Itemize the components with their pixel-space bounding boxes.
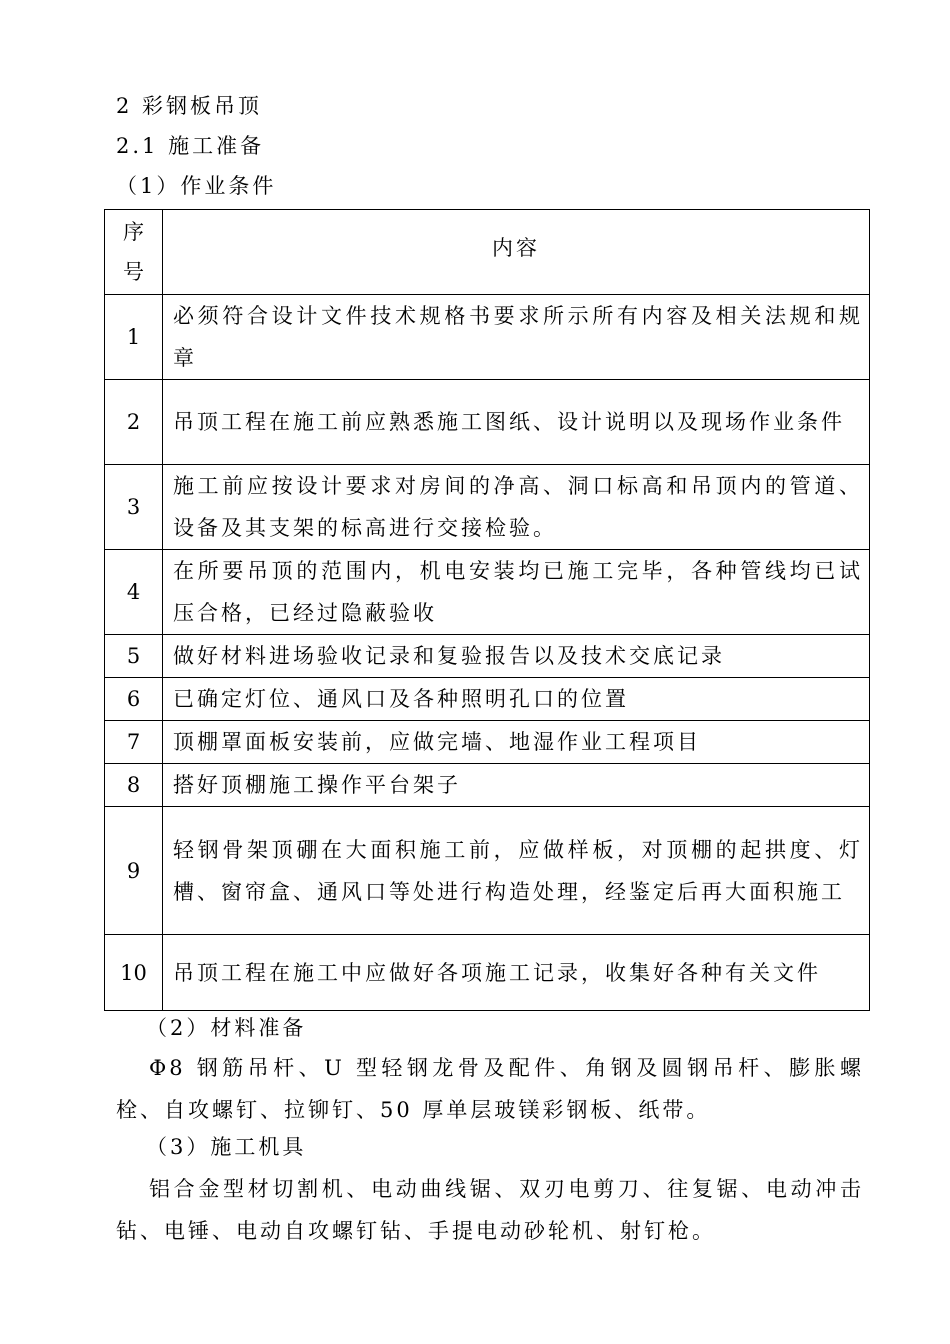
row-number: 1	[105, 295, 163, 380]
subsection-heading: 2.1 施工准备	[116, 134, 265, 158]
row-content: 顶棚罩面板安装前，应做完墙、地湿作业工程项目	[163, 721, 870, 764]
row-content: 吊顶工程在施工中应做好各项施工记录，收集好各种有关文件	[163, 935, 870, 1011]
equipment-title: （3）施工机具	[146, 1135, 307, 1159]
table-row	[105, 465, 870, 550]
row-content: 做好材料进场验收记录和复验报告以及技术交底记录	[163, 635, 870, 678]
equipment-text: 铝合金型材切割机、电动曲线锯、双刃电剪刀、往复锯、电动冲击钻、电锤、电动自攻螺钉钻、手提电动砂轮机、射钉枪。	[116, 1177, 864, 1243]
table-row	[105, 807, 870, 935]
section-heading: 2 彩钢板吊顶	[116, 94, 263, 118]
table-header-row	[105, 210, 870, 295]
table-row	[105, 935, 870, 1011]
table-row	[105, 635, 870, 678]
row-number: 9	[105, 807, 163, 935]
table-row	[105, 678, 870, 721]
row-number: 2	[105, 380, 163, 465]
row-number: 7	[105, 721, 163, 764]
table-row	[105, 764, 870, 807]
row-content: 吊顶工程在施工前应熟悉施工图纸、设计说明以及现场作业条件	[163, 380, 870, 465]
row-content: 施工前应按设计要求对房间的净高、洞口标高和吊顶内的管道、设备及其支架的标高进行交接检验。	[163, 465, 870, 550]
row-number: 3	[105, 465, 163, 550]
header-sequence-label: 序号	[123, 220, 144, 284]
row-content: 必须符合设计文件技术规格书要求所示所有内容及相关法规和规章	[163, 295, 870, 380]
row-content: 搭好顶棚施工操作平台架子	[163, 764, 870, 807]
materials-text: Φ8 钢筋吊杆、U 型轻钢龙骨及配件、角钢及圆钢吊杆、膨胀螺栓、自攻螺钉、拉铆钉、50 厚单层玻镁彩钢板、纸带。	[116, 1056, 864, 1122]
row-number: 6	[105, 678, 163, 721]
header-content: 内容	[163, 210, 870, 295]
row-number: 8	[105, 764, 163, 807]
materials-title: （2）材料准备	[146, 1016, 307, 1040]
row-number: 5	[105, 635, 163, 678]
work-conditions-table	[104, 209, 870, 1011]
table-row	[105, 550, 870, 635]
table-row	[105, 380, 870, 465]
header-sequence-number	[105, 210, 163, 295]
work-conditions-title: （1）作业条件	[116, 174, 277, 198]
row-content: 轻钢骨架顶硼在大面积施工前，应做样板，对顶棚的起拱度、灯槽、窗帘盒、通风口等处进行构造处理，经鉴定后再大面积施工	[163, 807, 870, 935]
row-number: 4	[105, 550, 163, 635]
row-content: 在所要吊顶的范围内，机电安装均已施工完毕，各种管线均已试压合格，已经过隐蔽验收	[163, 550, 870, 635]
row-content: 已确定灯位、通风口及各种照明孔口的位置	[163, 678, 870, 721]
table-row	[105, 295, 870, 380]
row-number: 10	[105, 935, 163, 1011]
table-row	[105, 721, 870, 764]
